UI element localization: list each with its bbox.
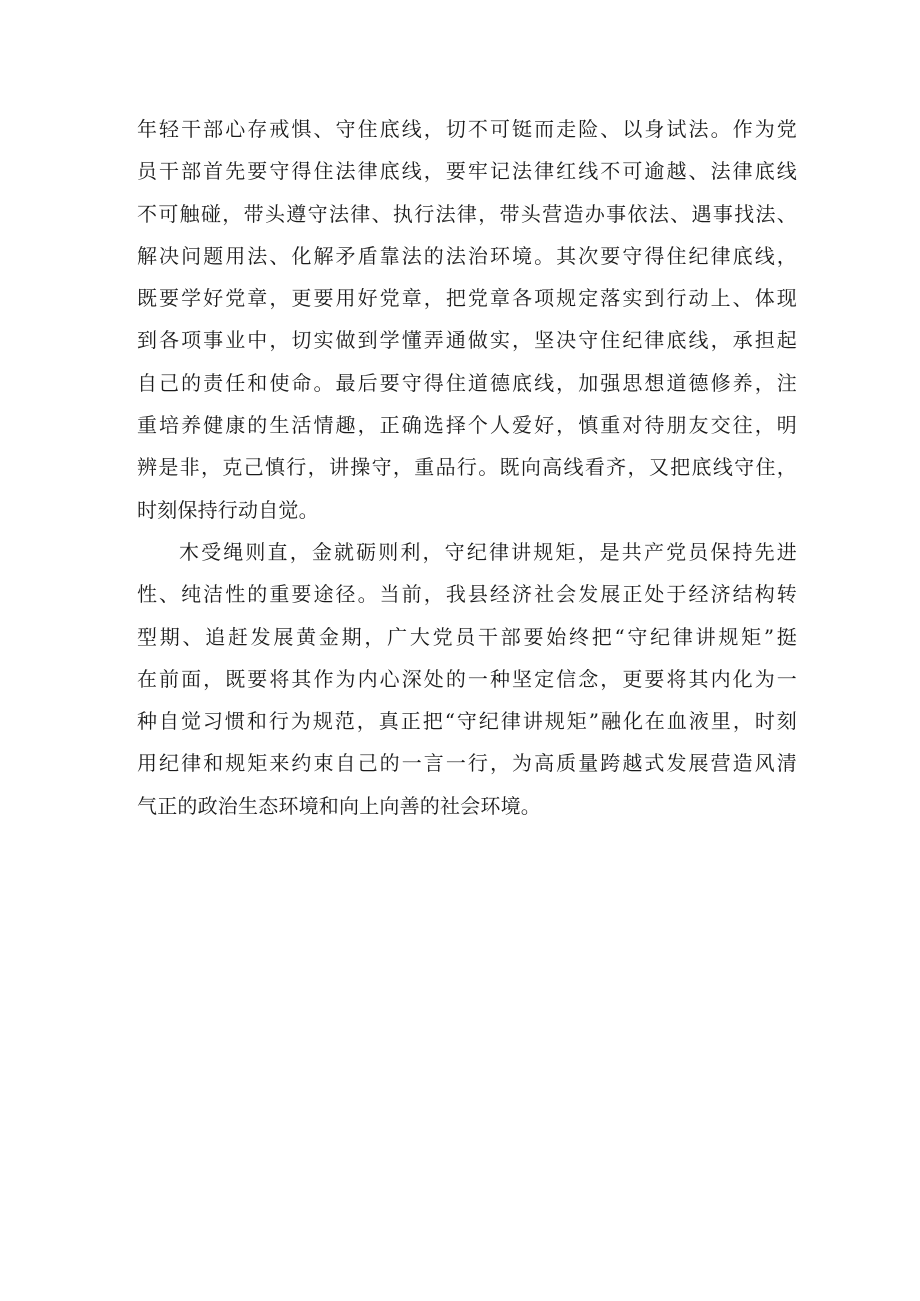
paragraph-2	[137, 531, 797, 827]
text-line: 自己的责任和使命。最后要守得住道德底线，加强思想道德修养，注	[137, 370, 797, 395]
text-line: 不可触碰，带头遵守法律、执行法律，带头营造办事依法、遇事找法、	[137, 201, 797, 226]
text-line: 用纪律和规矩来约束自己的一言一行，为高质量跨越式发展营造风清	[137, 751, 797, 776]
text-line: 到各项事业中，切实做到学懂弄通做实，坚决守住纪律底线，承担起	[137, 328, 797, 353]
text-line: 木受绳则直，金就砺则利，守纪律讲规矩，是共产党员保持先进	[179, 539, 797, 564]
text-line: 既要学好党章，更要用好党章，把党章各项规定落实到行动上、体现	[137, 286, 797, 311]
paragraph-1	[137, 108, 797, 531]
text-line: 型期、追赶发展黄金期，广大党员干部要始终把“守纪律讲规矩”挺	[137, 624, 797, 649]
text-line: 解决问题用法、化解矛盾靠法的法治环境。其次要守得住纪律底线，	[137, 243, 797, 268]
text-line: 辨是非，克己慎行，讲操守，重品行。既向高线看齐，又把底线守住，	[137, 455, 797, 480]
text-line: 重培养健康的生活情趣，正确选择个人爱好，慎重对待朋友交往，明	[137, 413, 797, 438]
text-line: 气正的政治生态环境和向上向善的社会环境。	[137, 793, 541, 818]
text-line: 种自觉习惯和行为规范，真正把“守纪律讲规矩”融化在血液里，时刻	[137, 709, 797, 734]
text-line: 员干部首先要守得住法律底线，要牢记法律红线不可逾越、法律底线	[137, 159, 797, 184]
text-line: 时刻保持行动自觉。	[137, 497, 319, 522]
text-line: 年轻干部心存戒惧、守住底线，切不可铤而走险、以身试法。作为党	[137, 117, 797, 141]
body-text	[137, 108, 797, 827]
text-line: 在前面，既要将其作为内心深处的一种坚定信念，更要将其内化为一	[137, 666, 797, 691]
text-line: 性、纯洁性的重要途径。当前，我县经济社会发展正处于经济结构转	[137, 582, 797, 607]
